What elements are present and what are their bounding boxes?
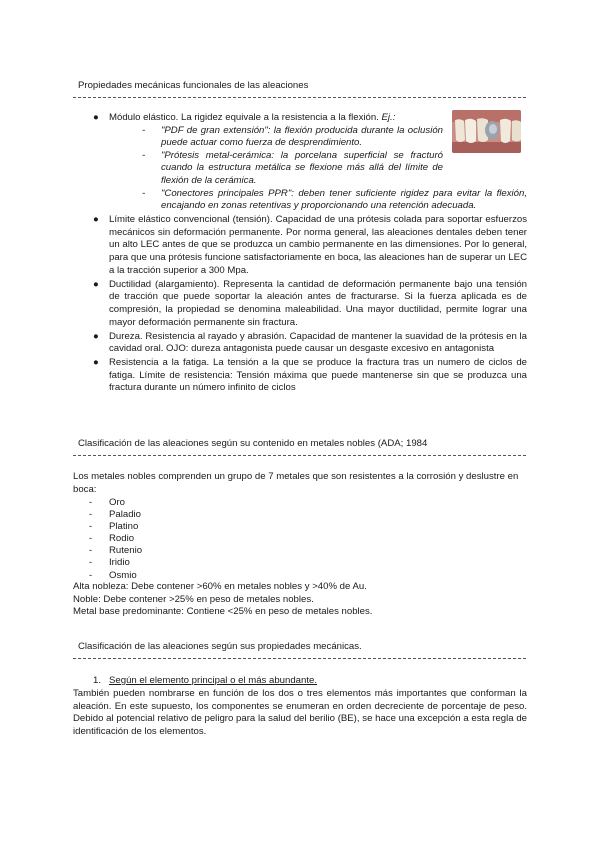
list-item-text: Módulo elástico. La rigidez equivale a la resistencia a la flexión. xyxy=(109,112,382,123)
list-item-text: Ductilidad (alargamiento). Representa la cantidad de deformación permanente bajo una tensión de tracción que puede soportar la aleación antes de fracturarse. Si la fuerza aplicada es de compresión, la propiedad se denomina maleabilidad. Una mayor ductilidad, permite lograr una mayor deformación permanente sin fractura. xyxy=(109,278,527,328)
dash-icon: - xyxy=(89,521,93,533)
list-item-text: Resistencia a la fatiga. La tensión a la que se produce la fractura tras un numero de ciclos de fatiga. Límite de resistencia: Tensión máxima que puede mantenerse sin que se produzca una fractura durante un número infinito de ciclos xyxy=(109,357,527,394)
section-divider xyxy=(73,97,526,98)
class-high-nobility: Alta nobleza: Debe contener >60% en metales nobles y >40% de Au. xyxy=(73,581,367,592)
list-item xyxy=(73,521,142,533)
sub-item xyxy=(109,125,443,150)
dash-icon: - xyxy=(142,124,146,136)
class-base-metal: Metal base predominante: Contiene <25% en peso de metales nobles. xyxy=(73,606,373,618)
sub-item-text: "PDF de gran extensión": la flexión producida durante la oclusión puede actuar como fuerza de desprendimiento. xyxy=(161,124,443,149)
bullet-icon: ● xyxy=(93,357,99,369)
list-item xyxy=(73,545,142,557)
list-item xyxy=(73,557,142,569)
dash-icon: - xyxy=(142,149,146,161)
metal-name: Platino xyxy=(109,521,139,533)
heading-text: Según el elemento principal o el más abundante. xyxy=(109,675,318,686)
list-item-text: Dureza. Resistencia al rayado y abrasión. Capacidad de mantener la suavidad de la prótesis en la cavidad oral. OJO: dureza antagonista puede causar un desgaste excesivo en antagonista xyxy=(109,330,527,355)
list-item xyxy=(73,533,142,545)
sub-item-text: "Conectores principales PPR": deben tener suficiente rigidez para evitar la flexión, encajando en zonas retentivas y proporcionando una retención adecuada. xyxy=(161,187,527,212)
dash-icon: - xyxy=(89,545,93,557)
example-label: Ej.: xyxy=(381,112,396,123)
list-item-hardness xyxy=(93,331,527,356)
numbered-heading xyxy=(93,675,317,688)
dash-icon: - xyxy=(89,557,93,569)
list-item-fatigue xyxy=(93,357,527,395)
list-item-elastic-modulus xyxy=(93,112,527,213)
class-noble: Noble: Debe contener >25% en peso de metales nobles. xyxy=(73,593,314,605)
bullet-icon: ● xyxy=(93,330,99,342)
metal-name: Osmio xyxy=(109,569,137,581)
list-item-ductility xyxy=(93,279,527,329)
noble-metals-intro: Los metales nobles comprenden un grupo de 7 metales que son resistentes a la corrosión y deslustre en boca: xyxy=(73,471,519,495)
bullet-icon: ● xyxy=(93,278,99,290)
section-title-mechanical-properties: Propiedades mecánicas funcionales de las aleaciones xyxy=(78,80,309,91)
bullet-icon: ● xyxy=(93,112,99,123)
metal-name: Rodio xyxy=(109,533,135,545)
metal-name: Paladio xyxy=(109,509,142,521)
metal-name: Iridio xyxy=(109,557,130,569)
list-item-yield-strength xyxy=(93,214,527,277)
sub-item xyxy=(109,188,527,213)
section-divider xyxy=(73,658,526,659)
noble-metals-list xyxy=(73,497,142,582)
heading-number: 1. xyxy=(93,675,102,686)
mechanical-properties-list xyxy=(93,112,527,397)
metal-name: Rutenio xyxy=(109,545,143,557)
list-item-text: Límite elástico convencional (tensión). Capacidad de una prótesis colada para soportar esfuerzos mecánicos sin deformación permanente. Por norma general, las aleaciones dentales deben tener un alto LEC antes de que se produzca un cambio permanente en las dimensiones. Por lo general, para que una prótesis funcione satisfactoriamente en boca, las aleaciones han de superar un LEC a la tracción superior a 300 Mpa. xyxy=(109,214,527,276)
list-item xyxy=(73,570,142,582)
dash-icon: - xyxy=(89,569,93,581)
dash-icon: - xyxy=(89,497,93,508)
dash-icon: - xyxy=(89,509,93,521)
dash-icon: - xyxy=(142,187,146,199)
element-naming-paragraph: También pueden nombrarse en función de los dos o tres elementos más importantes que conforman la aleación. En este supuesto, los componentes se enumeran en orden decreciente de porcentaje de peso. Debido al potencial relativo de peligro para la salud del berilio (BE), se hace una excepción a esta regla de identificación de los elementos. xyxy=(73,688,527,737)
metal-name: Oro xyxy=(109,497,125,508)
section-divider xyxy=(73,455,526,456)
section-title-mechanical-classification: Clasificación de las aleaciones según sus propiedades mecánicas. xyxy=(78,641,362,652)
nobility-classes xyxy=(73,581,372,619)
list-item xyxy=(73,509,142,521)
sub-item-text: "Prótesis metal-cerámica: la porcelana superficial se fracturó cuando la estructura metálica se flexione más allá del límite de flexión de la cerámica. xyxy=(161,149,443,186)
section-title-noble-content: Clasificación de las aleaciones según su contenido en metales nobles (ADA; 1984 xyxy=(78,438,428,449)
sub-item xyxy=(109,150,443,188)
dash-icon: - xyxy=(89,533,93,545)
list-item xyxy=(73,497,142,509)
bullet-icon: ● xyxy=(93,214,99,226)
